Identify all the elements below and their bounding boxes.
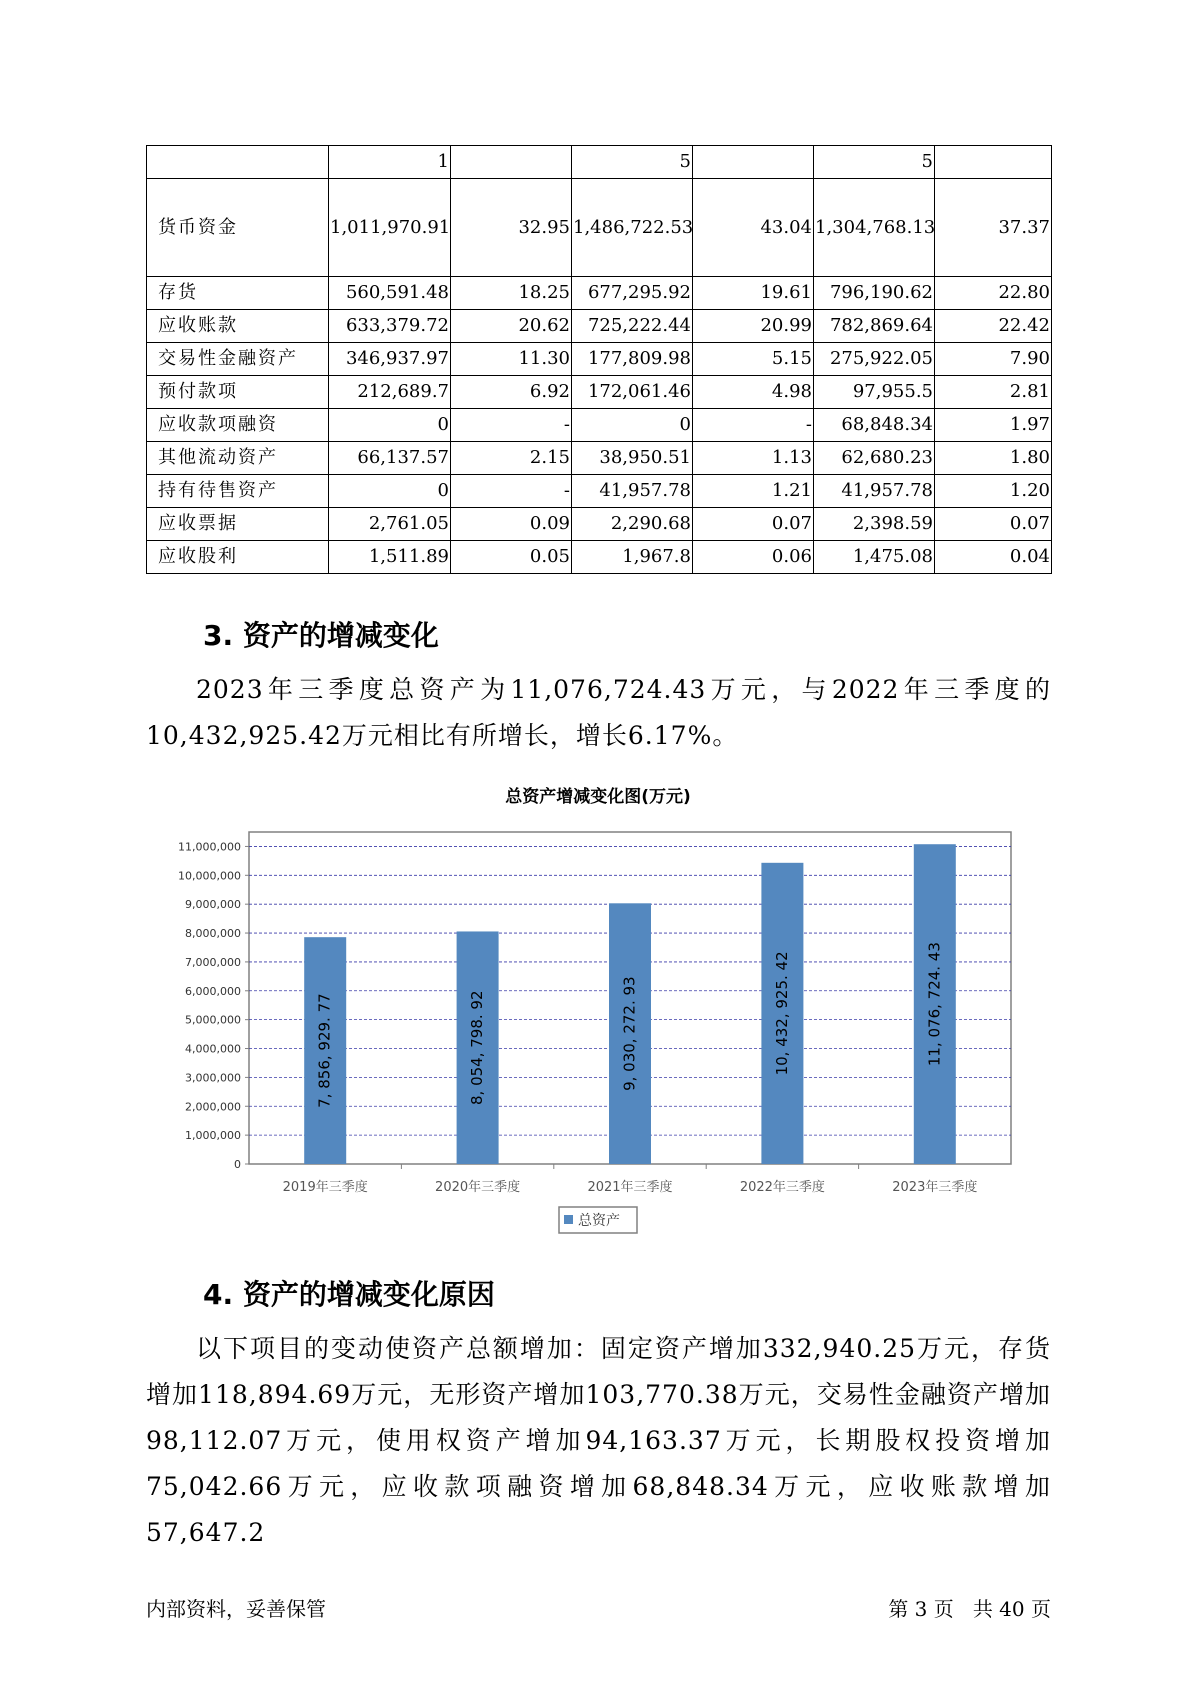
table-row-label: 交易性金融资产 — [147, 343, 329, 376]
table-cell: 22.80 — [935, 277, 1052, 310]
table-cell: 2,398.59 — [814, 508, 935, 541]
section4-heading: 4. 资产的增减变化原因 — [203, 1278, 495, 1311]
table-cell: 66,137.57 — [329, 442, 451, 475]
table-cell: 43.04 — [693, 179, 814, 277]
table-cell: 62,680.23 — [814, 442, 935, 475]
table-row — [147, 310, 1052, 343]
table-cell: 32.95 — [451, 179, 572, 277]
table-cell: 2.15 — [451, 442, 572, 475]
section4-paragraph: 以下项目的变动使资产总额增加：固定资产增加332,940.25万元，存货增加118,894.69万元，无形资产增加103,770.38万元，交易性金融资产增加98,112.07万元，使用权资产增加94,163.37万元，长期股权投资增加75,042.66万元，应收款项融资增加68,848.34万元，应收账款增加57,647.2 — [146, 1334, 1051, 1547]
table-cell: 560,591.48 — [329, 277, 451, 310]
table-cell: 7.90 — [935, 343, 1052, 376]
table-cell: 20.99 — [693, 310, 814, 343]
table-cell: 0.04 — [935, 541, 1052, 574]
asset-table — [146, 145, 1052, 574]
y-tick-label: 1,000,000 — [185, 1129, 241, 1143]
table-cell: 18.25 — [451, 277, 572, 310]
table-cell: 0.07 — [693, 508, 814, 541]
table-cell: - — [451, 409, 572, 442]
table-row — [147, 475, 1052, 508]
table-cell: 782,869.64 — [814, 310, 935, 343]
table-cell: 5 — [572, 146, 693, 179]
table-row-label: 应收股利 — [147, 541, 329, 574]
table-cell: 2.81 — [935, 376, 1052, 409]
table-cell: 633,379.72 — [329, 310, 451, 343]
table-cell: 0.06 — [693, 541, 814, 574]
table-row — [147, 277, 1052, 310]
table-cell: 1,967.8 — [572, 541, 693, 574]
table-cell — [572, 179, 693, 277]
table-cell: 41,957.78 — [814, 475, 935, 508]
table-cell: 1.20 — [935, 475, 1052, 508]
table-cell — [935, 146, 1052, 179]
table-row-label: 应收款项融资 — [147, 409, 329, 442]
table-cell — [147, 146, 329, 179]
table-cell-text: 1,304,768.13 — [815, 216, 936, 238]
y-tick-label: 0 — [234, 1158, 241, 1171]
table-cell: 0 — [329, 475, 451, 508]
table-cell — [329, 179, 451, 277]
y-tick-label: 10,000,000 — [178, 869, 241, 883]
total-assets-chart — [146, 780, 1051, 1240]
section3-paragraph: 2023年三季度总资产为11,076,724.43万元，与2022年三季度的10,432,925.42万元相比有所增长，增长6.17%。 — [146, 675, 1051, 750]
table-row — [147, 343, 1052, 376]
table-cell: 5.15 — [693, 343, 814, 376]
bar-value-label: 11, 076, 724. 43 — [925, 942, 944, 1067]
table-cell: 1,511.89 — [329, 541, 451, 574]
y-tick-label: 8,000,000 — [185, 927, 241, 941]
table-cell: 172,061.46 — [572, 376, 693, 409]
table-cell: 38,950.51 — [572, 442, 693, 475]
bar-value-label: 8, 054, 798. 92 — [468, 990, 487, 1105]
table-row — [147, 376, 1052, 409]
table-cell: 796,190.62 — [814, 277, 935, 310]
table-cell: 19.61 — [693, 277, 814, 310]
table-row — [147, 179, 1052, 277]
section3-heading: 3. 资产的增减变化 — [203, 619, 439, 652]
y-tick-label: 3,000,000 — [185, 1071, 241, 1085]
y-tick-label: 11,000,000 — [178, 840, 241, 854]
table-cell: 68,848.34 — [814, 409, 935, 442]
table-cell: 97,955.5 — [814, 376, 935, 409]
table-cell: - — [693, 409, 814, 442]
table-cell: 1 — [329, 146, 451, 179]
table-row — [147, 442, 1052, 475]
bar-value-label: 10, 432, 925. 42 — [772, 951, 791, 1076]
table-row-label: 货币资金 — [147, 179, 329, 277]
y-tick-label: 2,000,000 — [185, 1100, 241, 1114]
y-tick-label: 5,000,000 — [185, 1013, 241, 1027]
y-tick-label: 9,000,000 — [185, 898, 241, 912]
table-row-label: 持有待售资产 — [147, 475, 329, 508]
y-tick-label: 6,000,000 — [185, 984, 241, 998]
table-cell: - — [451, 475, 572, 508]
table-row-label: 预付款项 — [147, 376, 329, 409]
table-cell: 275,922.05 — [814, 343, 935, 376]
bar-value-label: 7, 856, 929. 77 — [315, 993, 334, 1108]
table-cell: 677,295.92 — [572, 277, 693, 310]
table-cell: 212,689.7 — [329, 376, 451, 409]
legend-swatch — [564, 1215, 573, 1224]
table-cell: 4.98 — [693, 376, 814, 409]
table-row — [147, 409, 1052, 442]
table-cell: 2,761.05 — [329, 508, 451, 541]
table-cell: 0.09 — [451, 508, 572, 541]
table-row-label: 应收票据 — [147, 508, 329, 541]
table-row-label: 应收账款 — [147, 310, 329, 343]
chart-legend — [559, 1207, 637, 1233]
table-cell: 11.30 — [451, 343, 572, 376]
table-cell — [693, 146, 814, 179]
y-tick-label: 7,000,000 — [185, 955, 241, 969]
chart-title: 总资产增减变化图(万元) — [505, 787, 691, 807]
table-cell: 1.97 — [935, 409, 1052, 442]
table-cell: 725,222.44 — [572, 310, 693, 343]
table-cell-text: 1,011,970.91 — [330, 216, 451, 238]
table-cell: 22.42 — [935, 310, 1052, 343]
table-cell: 0 — [329, 409, 451, 442]
legend-label: 总资产 — [578, 1213, 620, 1229]
table-cell — [814, 179, 935, 277]
table-cell: 0.05 — [451, 541, 572, 574]
x-tick-label: 2021年三季度 — [587, 1180, 673, 1195]
table-cell: 6.92 — [451, 376, 572, 409]
page-number: 第 3 页 共 40 页 — [888, 1597, 1051, 1621]
footer-note: 内部资料，妥善保管 — [146, 1597, 326, 1621]
table-cell: 346,937.97 — [329, 343, 451, 376]
table-cell: 1.80 — [935, 442, 1052, 475]
table-row — [147, 541, 1052, 574]
x-tick-label: 2022年三季度 — [739, 1180, 825, 1195]
table-cell-text: 1,486,722.53 — [573, 216, 694, 238]
table-row-partial — [147, 146, 1052, 179]
table-row-label: 其他流动资产 — [147, 442, 329, 475]
table-row-label: 存货 — [147, 277, 329, 310]
y-tick-label: 4,000,000 — [185, 1042, 241, 1056]
table-cell — [451, 146, 572, 179]
x-tick-label: 2023年三季度 — [892, 1180, 978, 1195]
table-cell: 1.13 — [693, 442, 814, 475]
bar-value-label: 9, 030, 272. 93 — [620, 976, 639, 1091]
table-cell: 2,290.68 — [572, 508, 693, 541]
table-cell: 20.62 — [451, 310, 572, 343]
table-cell: 37.37 — [935, 179, 1052, 277]
table-cell: 177,809.98 — [572, 343, 693, 376]
table-row — [147, 508, 1052, 541]
table-cell: 1,475.08 — [814, 541, 935, 574]
table-cell: 0.07 — [935, 508, 1052, 541]
x-tick-label: 2019年三季度 — [282, 1180, 368, 1195]
x-tick-label: 2020年三季度 — [435, 1180, 521, 1195]
table-cell: 41,957.78 — [572, 475, 693, 508]
table-cell: 5 — [814, 146, 935, 179]
table-cell: 0 — [572, 409, 693, 442]
table-cell: 1.21 — [693, 475, 814, 508]
